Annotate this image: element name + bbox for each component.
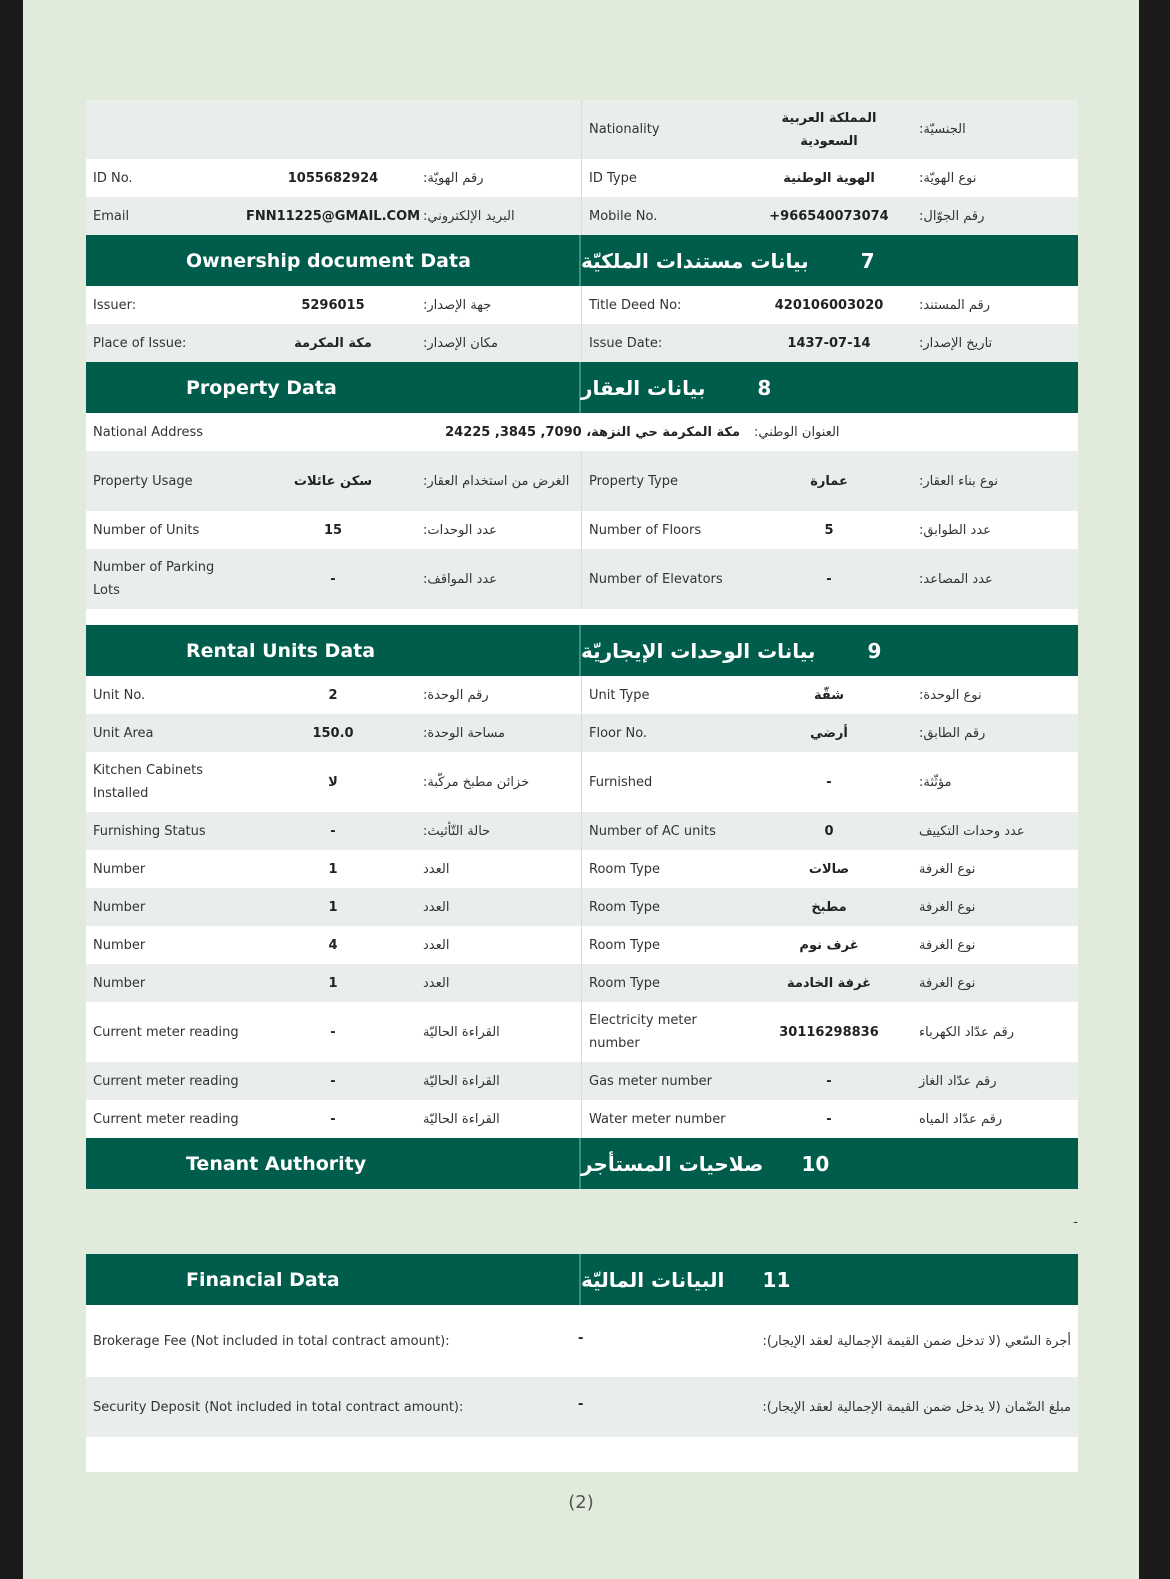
unit-label-en: Number bbox=[93, 975, 146, 991]
unit-label-en: Room Type bbox=[581, 926, 746, 964]
unit-label-en: Kitchen Cabinets Installed bbox=[93, 763, 204, 801]
unit-label-ar: عدد وحدات التكييف bbox=[919, 823, 1025, 839]
id-type-value: الهوية الوطنية bbox=[783, 170, 875, 186]
deed-label-en: Title Deed No: bbox=[581, 286, 746, 324]
table-row bbox=[86, 197, 1078, 235]
brokerage-label-en: Brokerage Fee (Not included in total contract amount): bbox=[93, 1333, 450, 1349]
unit-value: شقّة bbox=[813, 687, 845, 703]
unit-label-ar: نوع الغرفة bbox=[919, 937, 976, 953]
deposit-value: - bbox=[578, 1397, 584, 1412]
table-row bbox=[86, 1305, 1078, 1377]
id-no-label-ar: رقم الهويّة: bbox=[423, 170, 484, 186]
table-row bbox=[86, 1002, 1078, 1062]
unit-label-en: Number bbox=[93, 899, 146, 915]
unit-value: 1 bbox=[328, 861, 338, 877]
section-title-en: Property Data bbox=[86, 362, 581, 413]
unit-label-en: Number bbox=[93, 937, 146, 953]
table-row bbox=[86, 100, 1078, 159]
table-row bbox=[86, 888, 1078, 926]
table-row bbox=[86, 964, 1078, 1002]
unit-value: 0 bbox=[824, 823, 834, 839]
unit-label-ar: نوع الوحدة: bbox=[919, 687, 982, 703]
table-row bbox=[86, 286, 1078, 324]
table-row bbox=[86, 676, 1078, 714]
unit-label-en: Current meter reading bbox=[93, 1111, 239, 1127]
place-label-ar: مكان الإصدار: bbox=[423, 335, 498, 351]
elevators-label-en: Number of Elevators bbox=[581, 549, 746, 609]
unit-label-en: Unit No. bbox=[93, 687, 146, 703]
usage-label-ar: الغرض من استخدام العقار: bbox=[423, 473, 570, 489]
unit-label-en: Electricity meter number bbox=[581, 1002, 746, 1062]
unit-value: 1 bbox=[328, 975, 338, 991]
section-number: 7 bbox=[860, 248, 875, 273]
authority-body bbox=[86, 1189, 1078, 1254]
contract-table bbox=[86, 100, 1078, 1472]
unit-value: مطبخ bbox=[811, 899, 847, 915]
unit-value: - bbox=[826, 774, 832, 790]
usage-label-en: Property Usage bbox=[93, 473, 193, 489]
section-number: 8 bbox=[757, 375, 772, 400]
parking-value: - bbox=[330, 571, 336, 587]
email-value: FNN11225@GMAIL.COM bbox=[245, 208, 421, 224]
table-row bbox=[86, 812, 1078, 850]
table-row bbox=[86, 511, 1078, 549]
date-label-ar: تاريخ الإصدار: bbox=[919, 335, 993, 351]
units-label-en: Number of Units bbox=[93, 522, 200, 538]
unit-label-en: Number of AC units bbox=[581, 812, 746, 850]
unit-label-ar: نوع الغرفة bbox=[919, 861, 976, 877]
unit-label-ar: القراءة الحاليّة bbox=[423, 1073, 500, 1089]
issuer-value: 5296015 bbox=[301, 297, 365, 313]
unit-value: 30116298836 bbox=[779, 1024, 879, 1040]
table-row bbox=[86, 413, 1078, 451]
unit-label-ar: رقم الوحدة: bbox=[423, 687, 489, 703]
brokerage-label-ar: أجرة السّعي (لا تدخل ضمن القيمة الإجمالية لعقد الإيجار): bbox=[762, 1333, 1071, 1349]
section-header-rental bbox=[86, 625, 1078, 676]
date-label-en: Issue Date: bbox=[581, 324, 746, 362]
unit-label-ar: نوع الغرفة bbox=[919, 975, 976, 991]
unit-label-en: Unit Type bbox=[581, 676, 746, 714]
address-label-en: National Address bbox=[93, 424, 204, 440]
brokerage-value: - bbox=[578, 1331, 584, 1346]
unit-label-ar: رقم عدّاد الكهرباء bbox=[919, 1024, 1014, 1040]
unit-label-en: Gas meter number bbox=[581, 1062, 746, 1100]
unit-label-ar: مساحة الوحدة: bbox=[423, 725, 505, 741]
table-row bbox=[86, 752, 1078, 812]
deed-label-ar: رقم المستند: bbox=[919, 297, 991, 313]
unit-label-ar: حالة التّأثيث: bbox=[423, 823, 491, 839]
unit-value: غرف نوم bbox=[799, 937, 859, 953]
unit-label-en: Current meter reading bbox=[93, 1024, 239, 1040]
unit-label-ar: مؤثّثة: bbox=[919, 774, 952, 790]
elevators-label-ar: عدد المصاعد: bbox=[919, 571, 993, 587]
section-header-financial bbox=[86, 1254, 1078, 1305]
unit-label-ar: رقم الطابق: bbox=[919, 725, 986, 741]
usage-value: سكن عائلات bbox=[293, 473, 373, 489]
unit-label-ar: القراءة الحاليّة bbox=[423, 1024, 500, 1040]
table-row bbox=[86, 1062, 1078, 1100]
unit-value: 1 bbox=[328, 899, 338, 915]
document-page bbox=[23, 0, 1139, 1579]
section-title-ar: صلاحيات المستأجر bbox=[581, 1151, 764, 1176]
table-row bbox=[86, 1100, 1078, 1138]
section-title-en: Tenant Authority bbox=[86, 1138, 581, 1189]
unit-value: أرضي bbox=[810, 725, 848, 741]
elevators-value: - bbox=[826, 571, 832, 587]
place-label-en: Place of Issue: bbox=[93, 335, 187, 351]
date-value: 1437-07-14 bbox=[787, 335, 871, 351]
address-value: مكة المكرمة حي النزهة، 7090, 3845, 24225 bbox=[445, 424, 740, 440]
unit-label-ar: رقم عدّاد الغاز bbox=[919, 1073, 997, 1089]
unit-label-en: Room Type bbox=[581, 964, 746, 1002]
unit-value: 4 bbox=[328, 937, 338, 953]
unit-label-en: Water meter number bbox=[581, 1100, 746, 1138]
unit-label-ar: خزائن مطبخ مركّبة: bbox=[423, 774, 530, 790]
unit-label-en: Room Type bbox=[581, 850, 746, 888]
section-number: 9 bbox=[867, 638, 882, 663]
id-no-label-en: ID No. bbox=[93, 170, 133, 186]
unit-label-ar: العدد bbox=[423, 937, 450, 953]
unit-label-en: Furnishing Status bbox=[93, 823, 206, 839]
unit-value: - bbox=[330, 1073, 336, 1089]
floors-value: 5 bbox=[824, 522, 834, 538]
type-label-en: Property Type bbox=[581, 451, 746, 511]
mobile-label-ar: رقم الجوّال: bbox=[919, 208, 985, 224]
section-number: 10 bbox=[801, 1151, 830, 1176]
unit-label-en: Unit Area bbox=[93, 725, 154, 741]
parking-label-en: Number of Parking Lots bbox=[93, 560, 215, 598]
unit-value: 2 bbox=[328, 687, 338, 703]
deposit-label-ar: مبلغ الضّمان (لا يدخل ضمن القيمة الإجمالية لعقد الإيجار): bbox=[762, 1399, 1071, 1415]
nationality-label-ar: الجنسيّة: bbox=[919, 122, 966, 137]
parking-label-ar: عدد المواقف: bbox=[423, 571, 497, 587]
unit-value: - bbox=[330, 823, 336, 839]
page-number: (2) bbox=[568, 1492, 594, 1513]
deposit-label-en: Security Deposit (Not included in total contract amount): bbox=[93, 1399, 464, 1415]
section-title-en: Financial Data bbox=[86, 1254, 581, 1305]
address-label-ar: العنوان الوطني: bbox=[754, 424, 840, 440]
unit-value: غرفة الخادمة bbox=[786, 975, 872, 991]
unit-label-ar: القراءة الحاليّة bbox=[423, 1111, 500, 1127]
unit-value: لا bbox=[328, 774, 338, 790]
unit-label-ar: العدد bbox=[423, 861, 450, 877]
place-value: مكة المكرمة bbox=[294, 335, 372, 351]
id-type-label-ar: نوع الهويّة: bbox=[919, 170, 977, 186]
section-number: 11 bbox=[762, 1267, 791, 1292]
type-value: عمارة bbox=[810, 473, 848, 489]
units-value: 15 bbox=[323, 522, 343, 538]
section-header-authority bbox=[86, 1138, 1078, 1189]
id-type-label-en: ID Type bbox=[581, 159, 746, 197]
table-row bbox=[86, 850, 1078, 888]
section-title-ar: بيانات مستندات الملكيّة bbox=[581, 248, 809, 273]
unit-label-ar: العدد bbox=[423, 975, 450, 991]
unit-value: - bbox=[330, 1024, 336, 1040]
section-title-ar: بيانات العقار bbox=[581, 375, 706, 400]
unit-value: - bbox=[826, 1073, 832, 1089]
unit-label-en: Number bbox=[93, 861, 146, 877]
nationality-value: المملكة العربية السعودية bbox=[781, 110, 877, 149]
table-row bbox=[86, 926, 1078, 964]
email-label-ar: البريد الإلكتروني: bbox=[423, 208, 515, 224]
unit-label-en: Floor No. bbox=[581, 714, 746, 752]
nationality-label-en: Nationality bbox=[581, 100, 746, 159]
issuer-label-ar: جهة الإصدار: bbox=[423, 297, 492, 313]
unit-label-en: Current meter reading bbox=[93, 1073, 239, 1089]
unit-label-en: Furnished bbox=[581, 752, 746, 812]
table-row bbox=[86, 451, 1078, 511]
mobile-label-en: Mobile No. bbox=[581, 197, 746, 235]
authority-value: - bbox=[1073, 1215, 1078, 1230]
email-label-en: Email bbox=[93, 208, 130, 224]
table-row bbox=[86, 549, 1078, 609]
unit-value: 150.0 bbox=[312, 725, 354, 741]
table-row bbox=[86, 714, 1078, 752]
unit-label-en: Room Type bbox=[581, 888, 746, 926]
unit-label-ar: العدد bbox=[423, 899, 450, 915]
mobile-value: +966540073074 bbox=[769, 208, 889, 224]
unit-value: - bbox=[330, 1111, 336, 1127]
floors-label-ar: عدد الطوابق: bbox=[919, 522, 991, 538]
rental-rows bbox=[86, 676, 1078, 1138]
unit-value: صالات bbox=[808, 861, 850, 877]
unit-label-ar: نوع الغرفة bbox=[919, 899, 976, 915]
table-row bbox=[86, 159, 1078, 197]
section-header-property bbox=[86, 362, 1078, 413]
section-title-en: Rental Units Data bbox=[86, 625, 581, 676]
section-header-ownership bbox=[86, 235, 1078, 286]
section-title-ar: البيانات الماليّة bbox=[581, 1267, 725, 1292]
floors-label-en: Number of Floors bbox=[581, 511, 746, 549]
unit-label-ar: رقم عدّاد المياه bbox=[919, 1111, 1003, 1127]
deed-value: 420106003020 bbox=[774, 297, 884, 313]
table-row bbox=[86, 1377, 1078, 1437]
table-row bbox=[86, 324, 1078, 362]
type-label-ar: نوع بناء العقار: bbox=[919, 473, 999, 489]
section-title-en: Ownership document Data bbox=[86, 235, 581, 286]
id-no-value: 1055682924 bbox=[287, 170, 379, 186]
units-label-ar: عدد الوحدات: bbox=[423, 522, 497, 538]
section-title-ar: بيانات الوحدات الإيجاريّة bbox=[581, 638, 816, 663]
issuer-label-en: Issuer: bbox=[93, 297, 137, 313]
unit-value: - bbox=[826, 1111, 832, 1127]
